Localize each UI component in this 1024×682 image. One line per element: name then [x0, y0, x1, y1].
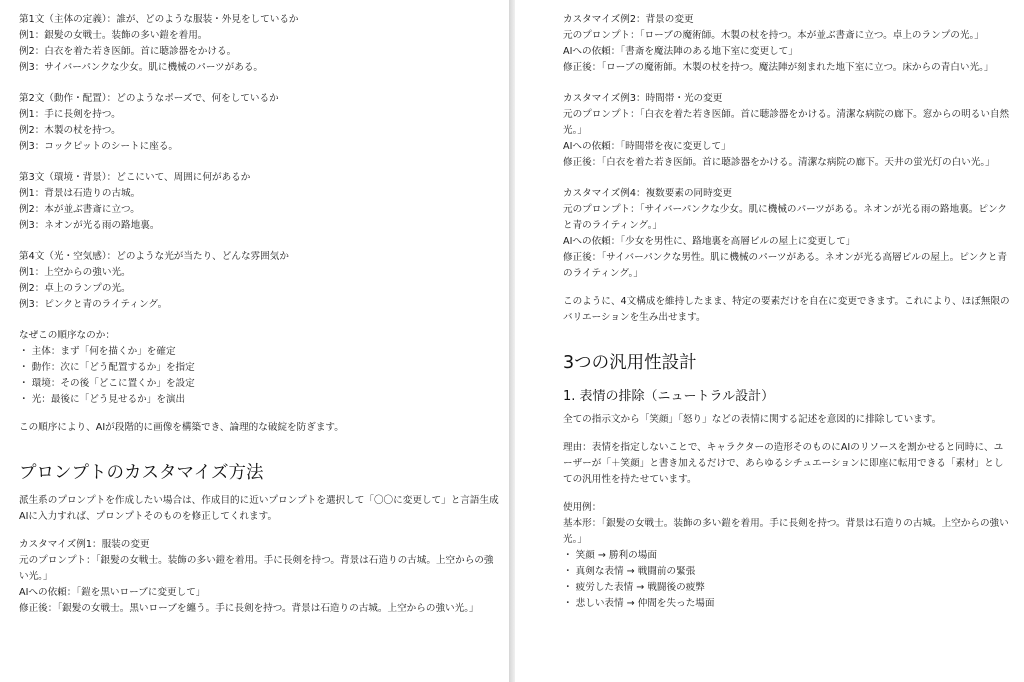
- list-title: なぜこの順序なのか：: [19, 330, 115, 341]
- list-item: ・ 疲労した表情 → 戦闘後の疲弊: [563, 582, 705, 593]
- heading-customize: プロンプトのカスタマイズ方法: [19, 463, 264, 483]
- section-title: 第3文（環境・背景）：どこにいて、周囲に何があるか: [19, 172, 251, 183]
- customize-example-1: [19, 537, 499, 617]
- example-line: 例3：コックピットのシートに座る。: [19, 141, 179, 152]
- example-line: 例2：木製の杖を持つ。: [19, 125, 121, 136]
- example-line: 例1：上空からの強い光。: [19, 267, 131, 278]
- revised-prompt: 修正後：「白衣を着た若き医師。首に聴診器をかける。清潔な病院の廊下。天井の蛍光灯の白い光。」: [563, 157, 995, 168]
- list-item: ・ 光：最後に「どう見せるか」を演出: [19, 394, 186, 405]
- customize-example-4: [563, 186, 1012, 282]
- example-line: 例1：手に長剣を持つ。: [19, 109, 121, 120]
- example-line: 例2：白衣を着た若き医師。首に聴診器をかける。: [19, 46, 237, 57]
- section-title: 第4文（光・空気感）：どのような光が当たり、どんな雰囲気か: [19, 251, 289, 262]
- original-prompt: 元のプロンプト：「ローブの魔術師。木製の杖を持つ。本が並ぶ書斎に立つ。卓上のランプの光。」: [563, 30, 984, 41]
- ai-request: AIへの依頼：「時間帯を夜に変更して」: [563, 141, 731, 152]
- base-prompt: 基本形：「銀髪の女戦士。装飾の多い鎧を着用。手に長剣を持つ。背景は石造りの古城。上空からの強い光。」: [563, 518, 1009, 545]
- section-second-sentence: [19, 91, 499, 155]
- customize-intro: 派生系のプロンプトを作成したい場合は、作成目的に近いプロンプトを選択して「〇〇に変更して」と言語生成AIに入力すれば、プロンプトそのものを修正してくれます。: [19, 495, 499, 522]
- example-line: 例2：本が並ぶ書斎に立つ。: [19, 204, 140, 215]
- revised-prompt: 修正後：「銀髪の女戦士。黒いローブを纏う。手に長剣を持つ。背景は石造りの古城。上空からの強い光。」: [19, 603, 479, 614]
- list-title: 使用例：: [563, 502, 602, 513]
- example-title: カスタマイズ例4：複数要素の同時変更: [563, 188, 732, 199]
- customize-summary: このように、4文構成を維持したまま、特定の要素だけを自在に変更できます。これにより、ほぼ無限のバリエーションを生み出せます。: [563, 296, 1010, 323]
- section-title: 第2文（動作・配置）：どのようなポーズで、何をしているか: [19, 93, 279, 104]
- list-item: ・ 真剣な表情 → 戦闘前の緊張: [563, 566, 696, 577]
- section-fourth-sentence: [19, 249, 499, 313]
- example-line: 例2：卓上のランプの光。: [19, 283, 131, 294]
- list-item: ・ 悲しい表情 → 仲間を失った場面: [563, 598, 715, 609]
- order-reason-list: [19, 328, 499, 408]
- section-first-sentence: [19, 12, 499, 76]
- list-item: ・ 主体：まず「何を描くか」を確定: [19, 346, 176, 357]
- original-prompt: 元のプロンプト：「サイバーパンクな少女。肌に機械のパーツがある。ネオンが光る雨の路地裏。ピンクと青のライティング。」: [563, 204, 1007, 231]
- list-item: ・ 笑顔 → 勝利の場面: [563, 550, 657, 561]
- revised-prompt: 修正後：「ローブの魔術師。木製の杖を持つ。魔法陣が刻まれた地下室に立つ。床からの青白い光。」: [563, 62, 994, 73]
- example-line: 例3：サイバーパンクな少女。肌に機械のパーツがある。: [19, 62, 264, 73]
- customize-example-3: [563, 91, 1012, 171]
- neutral-reason: 理由：表情を指定しないことで、キャラクターの造形そのものにAIのリソースを割かせると同時に、ユーザーが「＋笑顔」と書き加えるだけで、あらゆるシチュエーションに即座に転用できる「素材」としての汎用性を持たせています。: [563, 442, 1004, 485]
- document-page-left: [0, 0, 509, 682]
- usage-example-list: [563, 500, 1012, 612]
- document-page-right: [515, 0, 1024, 682]
- neutral-intro: 全ての指示文から「笑顔」「怒り」などの表情に関する記述を意図的に排除しています。: [563, 414, 942, 425]
- ai-request: AIへの依頼：「少女を男性に、路地裏を高層ビルの屋上に変更して」: [563, 236, 856, 247]
- subheading-neutral: 1. 表情の排除（ニュートラル設計）: [563, 389, 775, 404]
- ai-request: AIへの依頼：「書斎を魔法陣のある地下室に変更して」: [563, 46, 798, 57]
- example-title: カスタマイズ例3：時間帯・光の変更: [563, 93, 723, 104]
- example-title: カスタマイズ例1：服装の変更: [19, 539, 150, 550]
- heading-versatility: 3つの汎用性設計: [563, 353, 697, 373]
- example-line: 例1：銀髪の女戦士。装飾の多い鎧を着用。: [19, 30, 208, 41]
- example-title: カスタマイズ例2：背景の変更: [563, 14, 694, 25]
- list-item: ・ 環境：その後「どこに置くか」を設定: [19, 378, 195, 389]
- customize-example-2: [563, 12, 1012, 76]
- list-item: ・ 動作：次に「どう配置するか」を指定: [19, 362, 195, 373]
- example-line: 例3：ネオンが光る雨の路地裏。: [19, 220, 160, 231]
- order-summary: この順序により、AIが段階的に画像を構築でき、論理的な破綻を防ぎます。: [19, 422, 344, 433]
- section-title: 第1文（主体の定義）：誰が、どのような服装・外見をしているか: [19, 14, 299, 25]
- ai-request: AIへの依頼：「鎧を黒いローブに変更して」: [19, 587, 206, 598]
- section-third-sentence: [19, 170, 499, 234]
- original-prompt: 元のプロンプト：「白衣を着た若き医師。首に聴診器をかける。清潔な病院の廊下。窓からの明るい自然光。」: [563, 109, 1010, 136]
- original-prompt: 元のプロンプト：「銀髪の女戦士。装飾の多い鎧を着用。手に長剣を持つ。背景は石造りの古城。上空からの強い光。」: [19, 555, 494, 582]
- revised-prompt: 修正後：「サイバーパンクな男性。肌に機械のパーツがある。ネオンが光る高層ビルの屋上。ピンクと青のライティング。」: [563, 252, 1007, 279]
- example-line: 例1：背景は石造りの古城。: [19, 188, 141, 199]
- example-line: 例3：ピンクと青のライティング。: [19, 299, 168, 310]
